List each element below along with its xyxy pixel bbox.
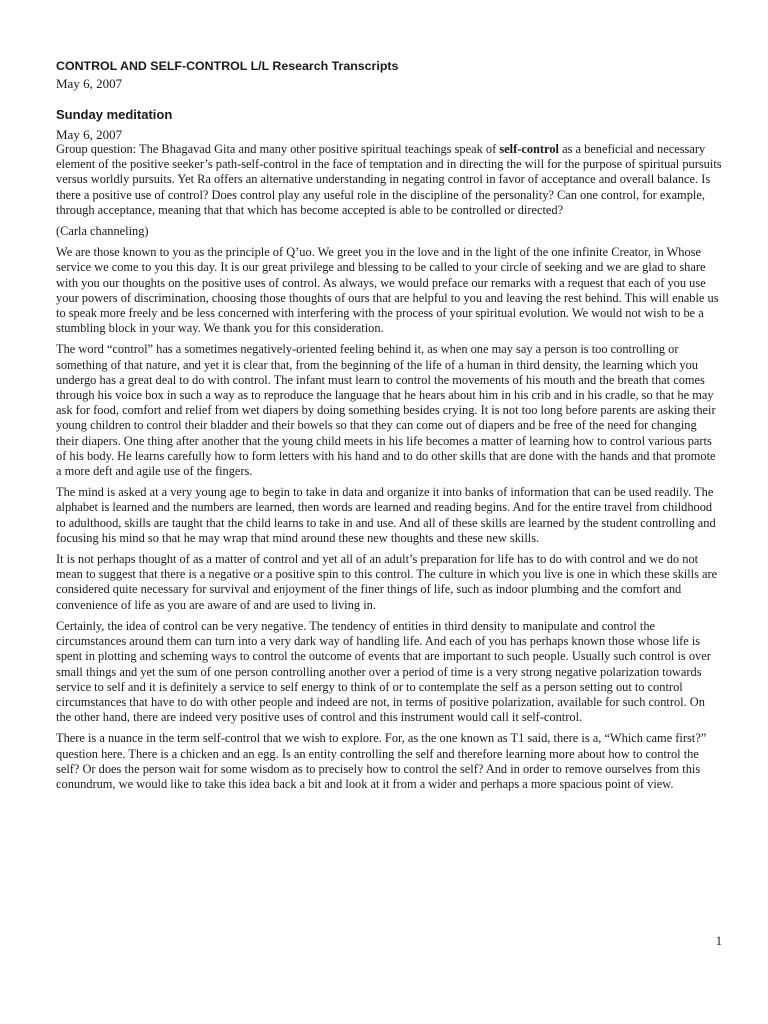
document-page	[56, 58, 722, 798]
document-date: May 6, 2007	[56, 76, 123, 91]
body-paragraph: Certainly, the idea of control can be very negative. The tendency of entities in third density to manipulate and control the circumstances around them can turn into a very dark way of handling life. And each of you has perhaps known those whose life is spent in plotting and scheming ways to control the outcome of events that are important to such people. Usually such control is over small things and yet the sum of one person controlling another over a period of time is a very strong negative polarization towards service to self and it is definitely a service to self energy to think of or to contemplate the self as a person setting out to control circumstances that have to do with other people and indeed are not, in terms of positive polarization, available for such control. On the other hand, there are indeed very positive uses of control and this instrument would call it self-control.	[56, 618, 711, 725]
document-title: CONTROL AND SELF-CONTROL L/L Research Transcripts	[56, 59, 399, 73]
body-paragraph: There is a nuance in the term self-control that we wish to explore. For, as the one known as T1 said, there is a, “Which came first?” question here. There is a chicken and an egg. Is an entity controlling the self and therefore learning more about how to control the self? Or does the person wait for some wisdom as to precisely how to control the self? And in order to remove ourselves from this conundrum, we would like to take this idea back a bit and look at it from a wider and perhaps a more spacious point of view.	[56, 731, 707, 791]
body-paragraph: It is not perhaps thought of as a matter of control and yet all of an adult’s preparation for life has to do with control and we do not mean to suggest that there is a negative or a positive spin to this control. The culture in which you live is one in which these skills are considered quite necessary for survival and enjoyment of the finer things of life, such as indoor plumbing and the comfort and convenience of life as you are aware of and are used to living in.	[56, 552, 718, 612]
body-paragraph: We are those known to you as the principle of Q’uo. We greet you in the love and in the light of the one infinite Creator, in Whose service we come to you this day. It is our great privilege and blessing to be called to your circle of seeking and we are glad to share with you our thoughts on the positive uses of control. As always, we would preface our remarks with a request that each of you use your powers of discrimination, choosing those thoughts of ours that are helpful to you and leaving the rest behind. This will enable us to speak more freely and be less concerned with interfering with the process of your spiritual evolution. We would not wish to be a stumbling block in your way. We thank you for this consideration.	[56, 245, 719, 336]
question-bold-term: self-control	[499, 142, 559, 156]
body-paragraph: The word “control” has a sometimes negatively-oriented feeling behind it, as when one may say a person is too controlling or something of that nature, and yet it is clear that, from the beginning of the life of a human in third density, the learning which you undergo has a great deal to do with control. The infant must learn to control the movements of his mouth and the breath that comes through his voice box in such a way as to reproduce the language that he hears about him in his crib and in his cradle, so that he may ask for food, comfort and relief from wet diapers by doing something besides crying. It is not too long before parents are asking their young children to control their bladder and their bowels so that they can come out of diapers and be free of the need for changing their diapers. One thing after another that the young child meets in his life becomes a matter of learning how to control various parts of his body. He learns carefully how to form letters with his hand and to do other skills that are done with the hands and that promote a more deft and agile use of the fingers.	[56, 342, 716, 479]
section-heading: Sunday meditation	[56, 107, 173, 122]
page-number: 1	[715, 934, 722, 948]
section-date: May 6, 2007	[56, 127, 123, 142]
group-question	[56, 142, 722, 218]
question-text-before: Group question: The Bhagavad Gita and many other positive spiritual teachings speak of	[56, 142, 500, 156]
body-paragraph: The mind is asked at a very young age to begin to take in data and organize it into banks of information that can be used readily. The alphabet is learned and the numbers are learned, then words are learned and reading begins. And for the entire travel from childhood to adulthood, skills are taught that the child learns to take in and use. And all of these skills are learned by the student controlling and focusing his mind so that he may wrap that mind around these new thoughts and these new skills.	[56, 485, 716, 545]
speaker-note: (Carla channeling)	[56, 224, 149, 239]
question-text-after: as a beneficial and necessary element of the positive seeker’s path-self-control in the face of temptation and in directing the will for the purpose of spiritual pursuits versus worldly pursuits. Yet Ra offers an alternative understanding in negating control in favor of acceptance and overall balance. Is there a positive use of control? Does control play any useful role in the discipline of the personality? Can one control, for example, through acceptance, meaning that that which has become accepted is able to be controlled or directed?	[56, 142, 722, 217]
